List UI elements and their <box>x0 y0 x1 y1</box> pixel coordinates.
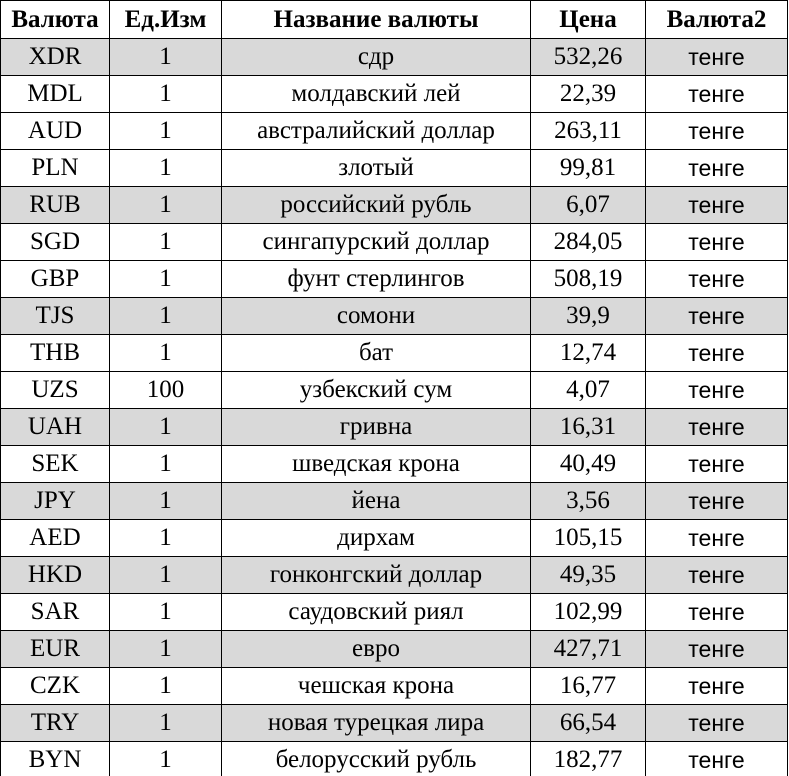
header-unit: Ед.Изм <box>110 1 222 39</box>
cell-currency-name: шведская крона <box>222 446 531 483</box>
cell-price: 102,99 <box>531 594 646 631</box>
cell-currency-name: евро <box>222 631 531 668</box>
cell-currency-name: сингапурский доллар <box>222 224 531 261</box>
cell-currency-name: чешская крона <box>222 668 531 705</box>
table-row <box>1 187 788 224</box>
cell-currency-code: SEK <box>1 446 110 483</box>
cell-currency2: тенге <box>646 742 788 776</box>
cell-unit: 1 <box>110 409 222 446</box>
cell-price: 12,74 <box>531 335 646 372</box>
cell-currency-name: сомони <box>222 298 531 335</box>
table-row <box>1 483 788 520</box>
cell-price: 22,39 <box>531 76 646 113</box>
cell-price: 105,15 <box>531 520 646 557</box>
cell-unit: 1 <box>110 631 222 668</box>
cell-currency-name: гривна <box>222 409 531 446</box>
cell-currency-name: йена <box>222 483 531 520</box>
cell-currency-code: SAR <box>1 594 110 631</box>
cell-price: 39,9 <box>531 298 646 335</box>
cell-unit: 1 <box>110 187 222 224</box>
cell-currency-name: новая турецкая лира <box>222 705 531 742</box>
cell-currency-code: THB <box>1 335 110 372</box>
cell-price: 284,05 <box>531 224 646 261</box>
cell-currency2: тенге <box>646 557 788 594</box>
cell-currency-code: TRY <box>1 705 110 742</box>
cell-currency-name: злотый <box>222 150 531 187</box>
cell-currency2: тенге <box>646 668 788 705</box>
cell-unit: 1 <box>110 446 222 483</box>
cell-currency2: тенге <box>646 113 788 150</box>
cell-price: 49,35 <box>531 557 646 594</box>
cell-currency-name: дирхам <box>222 520 531 557</box>
cell-currency-code: PLN <box>1 150 110 187</box>
cell-unit: 1 <box>110 39 222 76</box>
table-row <box>1 298 788 335</box>
cell-unit: 1 <box>110 335 222 372</box>
cell-currency2: тенге <box>646 372 788 409</box>
cell-currency-name: белорусский рубль <box>222 742 531 776</box>
cell-currency-name: гонконгский доллар <box>222 557 531 594</box>
table-row <box>1 446 788 483</box>
cell-currency-code: RUB <box>1 187 110 224</box>
cell-currency-code: EUR <box>1 631 110 668</box>
table-row <box>1 76 788 113</box>
cell-currency-name: саудовский риял <box>222 594 531 631</box>
cell-unit: 1 <box>110 742 222 776</box>
cell-currency2: тенге <box>646 187 788 224</box>
table-header <box>1 1 788 39</box>
cell-currency-code: CZK <box>1 668 110 705</box>
cell-currency-name: молдавский лей <box>222 76 531 113</box>
cell-currency-code: MDL <box>1 76 110 113</box>
cell-unit: 1 <box>110 483 222 520</box>
cell-unit: 1 <box>110 224 222 261</box>
cell-price: 99,81 <box>531 150 646 187</box>
cell-price: 182,77 <box>531 742 646 776</box>
header-currency-name: Название валюты <box>222 1 531 39</box>
cell-price: 532,26 <box>531 39 646 76</box>
cell-price: 427,71 <box>531 631 646 668</box>
cell-price: 508,19 <box>531 261 646 298</box>
header-currency2: Валюта2 <box>646 1 788 39</box>
cell-unit: 1 <box>110 705 222 742</box>
table-row <box>1 705 788 742</box>
table-row <box>1 409 788 446</box>
cell-currency2: тенге <box>646 446 788 483</box>
cell-currency-code: XDR <box>1 39 110 76</box>
cell-currency2: тенге <box>646 298 788 335</box>
cell-price: 16,31 <box>531 409 646 446</box>
cell-unit: 1 <box>110 113 222 150</box>
table-row <box>1 113 788 150</box>
cell-currency-code: TJS <box>1 298 110 335</box>
cell-currency-name: бат <box>222 335 531 372</box>
table-row <box>1 335 788 372</box>
cell-price: 4,07 <box>531 372 646 409</box>
cell-unit: 1 <box>110 668 222 705</box>
table-row <box>1 742 788 776</box>
cell-unit: 1 <box>110 557 222 594</box>
header-currency-code: Валюта <box>1 1 110 39</box>
cell-unit: 1 <box>110 150 222 187</box>
cell-currency-name: сдр <box>222 39 531 76</box>
cell-currency-code: SGD <box>1 224 110 261</box>
cell-currency2: тенге <box>646 705 788 742</box>
table-row <box>1 261 788 298</box>
cell-currency-name: фунт стерлингов <box>222 261 531 298</box>
table-row <box>1 668 788 705</box>
cell-currency-code: HKD <box>1 557 110 594</box>
cell-currency-code: AED <box>1 520 110 557</box>
cell-currency2: тенге <box>646 483 788 520</box>
cell-currency2: тенге <box>646 520 788 557</box>
cell-currency2: тенге <box>646 39 788 76</box>
cell-currency2: тенге <box>646 150 788 187</box>
cell-price: 40,49 <box>531 446 646 483</box>
cell-currency-code: BYN <box>1 742 110 776</box>
table-row <box>1 520 788 557</box>
table-row <box>1 631 788 668</box>
table-body <box>1 39 788 776</box>
cell-unit: 1 <box>110 594 222 631</box>
cell-unit: 1 <box>110 76 222 113</box>
cell-currency-name: узбекский сум <box>222 372 531 409</box>
cell-price: 6,07 <box>531 187 646 224</box>
cell-currency2: тенге <box>646 594 788 631</box>
cell-currency-code: JPY <box>1 483 110 520</box>
cell-currency2: тенге <box>646 409 788 446</box>
cell-currency2: тенге <box>646 261 788 298</box>
cell-price: 3,56 <box>531 483 646 520</box>
table-row <box>1 150 788 187</box>
table-row <box>1 557 788 594</box>
cell-currency-code: GBP <box>1 261 110 298</box>
cell-price: 16,77 <box>531 668 646 705</box>
header-row <box>1 1 788 39</box>
cell-price: 263,11 <box>531 113 646 150</box>
cell-unit: 1 <box>110 261 222 298</box>
cell-currency-code: AUD <box>1 113 110 150</box>
cell-currency2: тенге <box>646 76 788 113</box>
cell-unit: 1 <box>110 298 222 335</box>
table-row <box>1 224 788 261</box>
cell-currency2: тенге <box>646 335 788 372</box>
cell-currency2: тенге <box>646 224 788 261</box>
cell-unit: 100 <box>110 372 222 409</box>
cell-currency-name: российский рубль <box>222 187 531 224</box>
cell-unit: 1 <box>110 520 222 557</box>
cell-currency-code: UAH <box>1 409 110 446</box>
table-row <box>1 372 788 409</box>
cell-price: 66,54 <box>531 705 646 742</box>
header-price: Цена <box>531 1 646 39</box>
cell-currency2: тенге <box>646 631 788 668</box>
table-row <box>1 594 788 631</box>
cell-currency-name: австралийский доллар <box>222 113 531 150</box>
cell-currency-code: UZS <box>1 372 110 409</box>
table-row <box>1 39 788 76</box>
